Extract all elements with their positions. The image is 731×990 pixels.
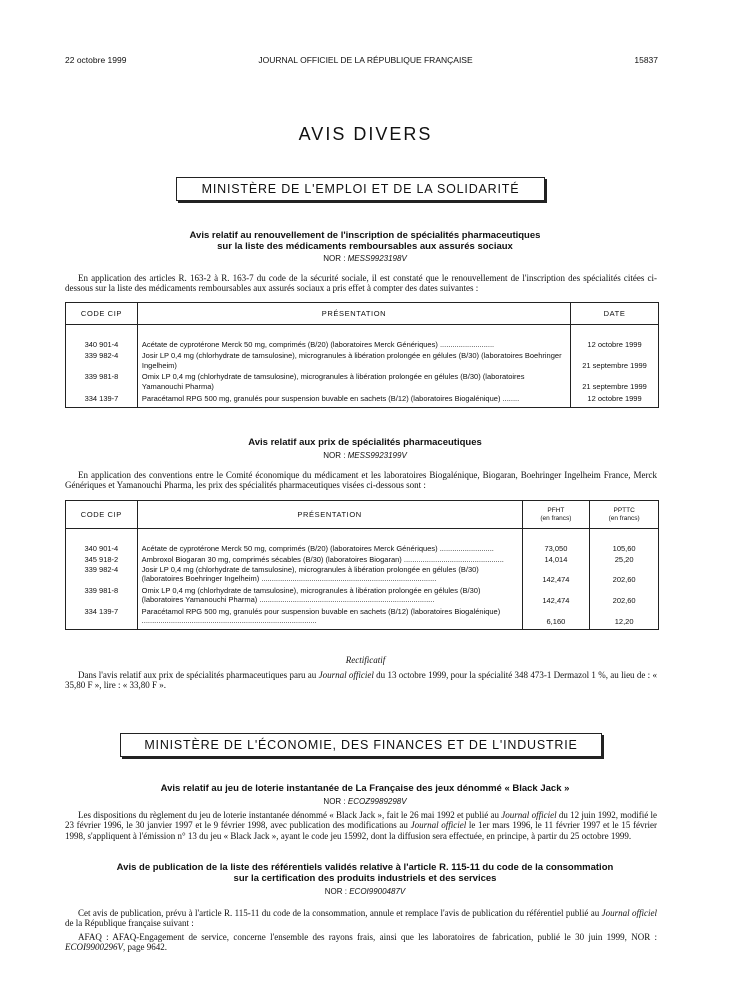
- cell-pfht: 142,474: [522, 565, 590, 584]
- cell-ppttc: 202,60: [590, 584, 659, 605]
- cell-presentation: Ambroxol Biogaran 30 mg, comprimés sécables (B/30) (laboratoires Biogaran) ................................................: [137, 554, 522, 565]
- cell-presentation: Paracétamol RPG 500 mg, granulés pour suspension buvable en sachets (B/12) (laboratoires Biogalénique) ....................................................................................: [137, 605, 522, 630]
- cell-code: 334 139-7: [84, 394, 119, 404]
- cell-pfht: 6,160: [522, 605, 590, 630]
- table-row: [66, 543, 659, 554]
- nor-label: NOR :: [323, 797, 348, 806]
- table-header-row: [66, 501, 659, 529]
- table-row: [66, 554, 659, 565]
- col-header-pfht: [522, 501, 590, 529]
- table-row: [66, 391, 659, 407]
- col-header-presentation: PRÉSENTATION: [137, 501, 522, 529]
- cell-ppttc: 202,60: [590, 565, 659, 584]
- cell-presentation: Omix LP 0,4 mg (chlorhydrate de tamsulosine), microgranules à libération prolongée en gélules (B/30) (laboratoires Yamanouchi Pharma): [137, 370, 570, 391]
- table-row: [66, 340, 659, 350]
- col-header-presentation: PRÉSENTATION: [137, 303, 570, 325]
- cell-code: 340 901-4: [84, 340, 119, 349]
- avis1-title: [60, 230, 670, 252]
- avis1-title-line1: Avis relatif au renouvellement de l'inscription de spécialités pharmaceutiques: [189, 230, 541, 241]
- cell-code: 339 982-4: [84, 351, 119, 360]
- avis2-title: Avis relatif aux prix de spécialités pharmaceutiques: [248, 437, 482, 448]
- cell-presentation: Josir LP 0,4 mg (chlorhydrate de tamsulosine), microgranules à libération prolongée en gélules (B/30) (laboratoires Boehringer Ingelheim): [137, 349, 570, 370]
- avis2-intro: En application des conventions entre le Comité économique du médicament et les laboratoires Biogalénique, Biogaran, Boehringer Ingelheim France, Merck Génériques et Yamanouchi Pharma, les prix des spécialités pharmaceutiques visées ci-dessous sont :: [65, 470, 657, 491]
- avis1-intro: En application des articles R. 163-2 à R. 163-7 du code de la sécurité sociale, il est constaté que le renouvellement de l'inscription des spécialités citées ci-dessous sur la liste des médicaments remboursables aux assurés sociaux a pris effet à compter des dates suivantes :: [65, 273, 657, 294]
- avis3-title: Avis relatif au jeu de loterie instantanée de La Française des jeux dénommé « Black Jack »: [160, 783, 570, 794]
- table-row: [66, 565, 659, 584]
- cell-ppttc: 25,20: [590, 554, 659, 565]
- cell-presentation: Acétate de cyprotérone Merck 50 mg, comprimés (B/20) (laboratoires Merck Génériques) ..........................: [137, 543, 522, 554]
- cell-presentation: Paracétamol RPG 500 mg, granulés pour suspension buvable en sachets (B/12) (laboratoires Biogalénique) ........: [137, 391, 570, 407]
- col-header-ppttc: [590, 501, 659, 529]
- cell-pfht: 73,050: [522, 543, 590, 554]
- col-header-date: DATE: [571, 303, 659, 325]
- nor-code: MESS9923198V: [347, 254, 407, 263]
- ministry-box-economie: [120, 733, 602, 757]
- avis1-table: [65, 302, 659, 408]
- pfht-unit: (en francs): [540, 514, 572, 522]
- cell-presentation: Josir LP 0,4 mg (chlorhydrate de tamsulosine), microgranules à libération prolongée en gélules (B/30) (laboratoires Boehringer Ingelheim) ....................................................................................: [137, 565, 522, 584]
- rectificatif-title: Rectificatif: [345, 655, 386, 665]
- nor-code: MESS9923199V: [347, 451, 407, 460]
- avis3-nor: [60, 797, 670, 806]
- ppttc-unit: (en francs): [608, 514, 640, 522]
- table-row: [66, 349, 659, 370]
- pfht-label: PFHT: [547, 506, 565, 514]
- cell-date: 21 septembre 1999: [571, 349, 659, 370]
- avis2-nor: [60, 451, 670, 460]
- avis2-table: [65, 500, 659, 630]
- table-row: [66, 584, 659, 605]
- cell-date: 21 septembre 1999: [571, 370, 659, 391]
- avis4-paragraph1: Cet avis de publication, prévu à l'article R. 115-11 du code de la consommation, annule et remplace l'avis de publication du référentiel publié au Journal officiel de la République française suivant :: [65, 908, 658, 929]
- cell-code: 345 918-2: [84, 554, 119, 564]
- ppttc-label: PPTTC: [613, 506, 635, 514]
- nor-code: ECOI9900487V: [349, 887, 406, 896]
- avis1-title-line2: sur la liste des médicaments remboursables aux assurés sociaux: [217, 241, 513, 252]
- page-title: AVIS DIVERS: [298, 124, 433, 144]
- avis1-nor: [60, 254, 670, 263]
- cell-ppttc: 12,20: [590, 605, 659, 630]
- avis4-title-line1: Avis de publication de la liste des référentiels validés relative à l'article R. 115-11 du code de la consommation: [116, 862, 614, 873]
- cell-code: 339 981-8: [84, 372, 119, 381]
- avis4-title-line2: sur la certification des produits industriels et des services: [233, 873, 497, 884]
- col-header-code: CODE CIP: [66, 303, 138, 325]
- cell-code: 339 982-4: [84, 564, 119, 574]
- col-header-code: CODE CIP: [66, 501, 138, 529]
- rectificatif-text: Dans l'avis relatif aux prix de spécialités pharmaceutiques paru au Journal officiel du 13 octobre 1999, pour la spécialité 348 473-1 Dermazol 1 %, au lieu de : « 35,80 F », lire : « 33,80 F ».: [65, 670, 657, 691]
- nor-code: ECOZ9989298V: [347, 797, 407, 806]
- cell-code: 340 901-4: [84, 543, 119, 553]
- table-row: [66, 370, 659, 391]
- table-row: [66, 605, 659, 630]
- cell-code: 339 981-8: [84, 585, 119, 595]
- cell-code: 334 139-7: [84, 606, 119, 616]
- ministry-title: MINISTÈRE DE L'ÉCONOMIE, DES FINANCES ET DE L'INDUSTRIE: [144, 738, 578, 752]
- cell-ppttc: 105,60: [590, 543, 659, 554]
- avis4-nor: [60, 887, 670, 896]
- avis3-text: Les dispositions du règlement du jeu de loterie instantanée dénommé « Black Jack », fait le 26 mai 1992 et publié au Journal officiel du 12 juin 1992, modifié le 23 février 1996, le 30 janvier 1997 et le 9 février 1998, avec publication des modifications au Journal officiel le 1er mars 1996, le 11 février 1997 et le 15 février 1998, s'appliquent à l'émission n° 13 du jeu « Black Jack », ayant le code jeu 15992, dont la diffusion sera effectuée, en principe, à partir du 25 octobre 1999.: [65, 810, 657, 841]
- nor-label: NOR :: [324, 887, 350, 896]
- avis4-title: [60, 862, 670, 884]
- cell-presentation: Acétate de cyprotérone Merck 50 mg, comprimés (B/20) (laboratoires Merck Génériques) ..........................: [137, 340, 570, 350]
- avis4-paragraph2: AFAQ : AFAQ-Engagement de service, concerne l'ensemble des rayons frais, ainsi que les laboratoires de fabrication, publié le 30 juin 1999, NOR : ECOI9900296V, page 9642.: [65, 932, 657, 953]
- cell-pfht: 14,014: [522, 554, 590, 565]
- header-page-number: 15837: [634, 55, 658, 65]
- nor-label: NOR :: [323, 451, 348, 460]
- cell-presentation: Omix LP 0,4 mg (chlorhydrate de tamsulosine), microgranules à libération prolongée en gélules (B/30) (laboratoires Yamanouchi Pharma) ....................................................................................: [137, 584, 522, 605]
- cell-date: 12 octobre 1999: [571, 391, 659, 407]
- cell-pfht: 142,474: [522, 584, 590, 605]
- ministry-box-emploi: [176, 177, 545, 201]
- ministry-title: MINISTÈRE DE L'EMPLOI ET DE LA SOLIDARITÉ: [201, 182, 520, 196]
- table-header-row: [66, 303, 659, 325]
- header-date: 22 octobre 1999: [65, 55, 127, 65]
- cell-date: 12 octobre 1999: [571, 340, 659, 350]
- nor-label: NOR :: [323, 254, 348, 263]
- header-journal: JOURNAL OFFICIEL DE LA RÉPUBLIQUE FRANÇAISE: [258, 55, 473, 65]
